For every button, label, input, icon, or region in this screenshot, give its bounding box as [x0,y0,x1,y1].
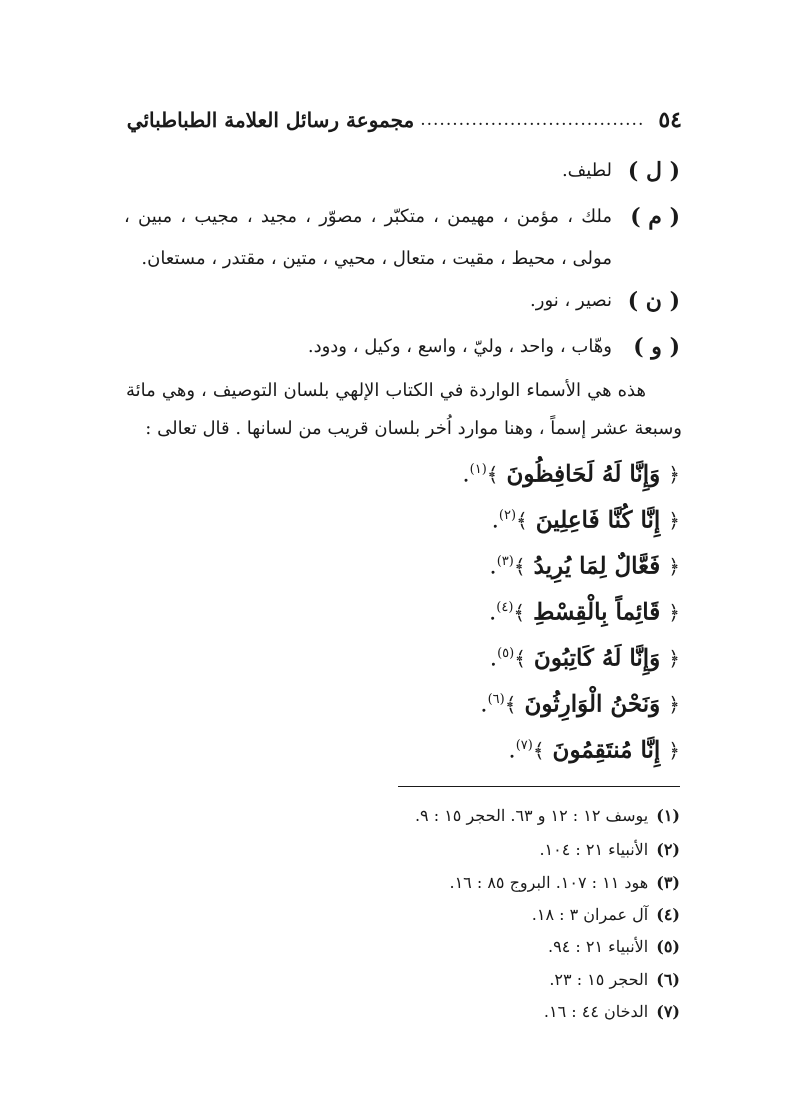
quran-verse [492,496,680,536]
footnote-text: الأنبياء ٢١ : ١٠٤. [539,840,649,859]
quran-verse [508,726,680,766]
footnote-reference[interactable]: (٤) [496,600,514,615]
footnote-reference[interactable]: (١) [469,462,487,477]
footnote-reference[interactable]: (٦) [487,692,505,707]
verse-close-bracket: ﴾ [486,462,499,487]
footnote-text: هود ١١ : ١٠٧. البروج ٨٥ : ١٦. [449,873,649,892]
footnote-number: (٧) [656,1002,680,1021]
footnote-item [449,868,680,898]
verse-open-bracket: ﴿ [668,600,680,625]
quran-verse [489,542,680,582]
footnote-text: الدخان ٤٤ : ١٦. [543,1002,649,1021]
entry-text: نصير ، نور. [530,290,612,311]
verse-text: وَنَحْنُ الْوَارِثُونَ [516,690,669,718]
verse-stop: . [491,507,499,534]
entry-waw [124,326,680,368]
entry-letter: ( ل ) [627,158,680,184]
verse-open-bracket: ﴿ [668,554,680,579]
entry-text: وهّاب ، واحد ، وليّ ، واسع ، وكيل ، ودود. [307,336,612,357]
quran-verse [490,634,680,674]
verse-stop: . [488,599,497,626]
page-number: ٥٤ [658,107,682,133]
footnote-item [549,965,680,995]
footnote-item [532,900,680,930]
entry-letter: ( ن ) [627,288,680,314]
verse-stop: . [489,645,498,672]
entry-letter: ( م ) [630,204,680,230]
footnote-number: (٦) [656,970,680,989]
entry-lam [124,150,680,192]
quran-verse [489,588,680,628]
verse-close-bracket: ﴾ [516,508,528,533]
footnote-number: (٢) [656,840,680,859]
footnote-number: (١) [656,806,680,825]
footnote-reference[interactable]: (٢) [498,508,517,523]
verse-close-bracket: ﴾ [514,646,526,671]
entry-mim [124,196,680,280]
footnote-reference[interactable]: (٥) [497,646,515,661]
footnote-text: الأنبياء ٢١ : ٩٤. [548,937,649,956]
verse-text: إِنَّا كُنَّا فَاعِلِينَ [527,506,669,534]
footnote-text: الحجر ١٥ : ٢٣. [549,970,649,989]
verse-open-bracket: ﴿ [668,738,680,763]
verse-stop: . [480,691,488,718]
entry-letter: ( و ) [633,334,680,360]
running-header [126,103,682,137]
quran-verse [462,450,680,490]
quran-verse [480,680,680,720]
entry-nun [124,280,680,322]
footnote-item [548,932,680,962]
body-paragraph: هذه هي الأسماء الواردة في الكتاب الإلهي بلسان التوصيف ، وهي مائة وسبعة عشر إسماً ، وهنا موارد اُخر بلسان قريب من لسانها . قال تعالى : [126,380,682,439]
verse-close-bracket: ﴾ [504,692,517,717]
entry-text: لطيف. [561,160,612,181]
verse-open-bracket: ﴿ [668,646,680,671]
verse-close-bracket: ﴾ [513,554,526,579]
verse-text: وَإِنَّا لَهُ لَحَافِظُونَ [498,460,669,488]
verse-open-bracket: ﴿ [668,508,680,533]
book-title: مجموعة رسائل العلامة الطباطبائي [126,108,415,132]
verse-stop: . [489,553,497,580]
entry-text: ملك ، مؤمن ، مهيمن ، متكبّر ، مصوّر ، مجيد ، مجيب ، مبين ، مولى ، محيط ، مقيت ، متعال ، محيي ، متين ، مقتدر ، مستعان. [124,206,612,269]
verse-close-bracket: ﴾ [513,600,526,625]
footnote-separator [398,786,680,787]
verse-text: إِنَّا مُنتَقِمُونَ [544,736,669,764]
header-dot-leader: ................................... [420,110,645,130]
footnote-item [539,835,680,865]
verse-stop: . [508,737,516,764]
footnote-text: يوسف ١٢ : ١٢ و ٦٣. الحجر ١٥ : ٩. [414,806,649,825]
verse-stop: . [462,461,470,488]
verse-open-bracket: ﴿ [668,462,680,487]
footnote-text: آل عمران ٣ : ١٨. [531,905,649,924]
footnote-number: (٣) [656,873,680,892]
verse-text: وَإِنَّا لَهُ كَاتِبُونَ [525,644,669,672]
footnote-reference[interactable]: (٧) [515,738,533,753]
verse-open-bracket: ﴿ [668,692,680,717]
verse-text: قَائِماً بِالْقِسْطِ [525,598,669,626]
verse-text: فَعَّالٌ لِمَا يُرِيدُ [525,552,669,580]
verse-close-bracket: ﴾ [532,738,545,763]
footnote-item [415,801,680,831]
footnote-reference[interactable]: (٣) [496,554,514,569]
footnote-number: (٤) [656,905,680,924]
footnote-number: (٥) [656,937,680,956]
footnote-item [544,997,680,1027]
